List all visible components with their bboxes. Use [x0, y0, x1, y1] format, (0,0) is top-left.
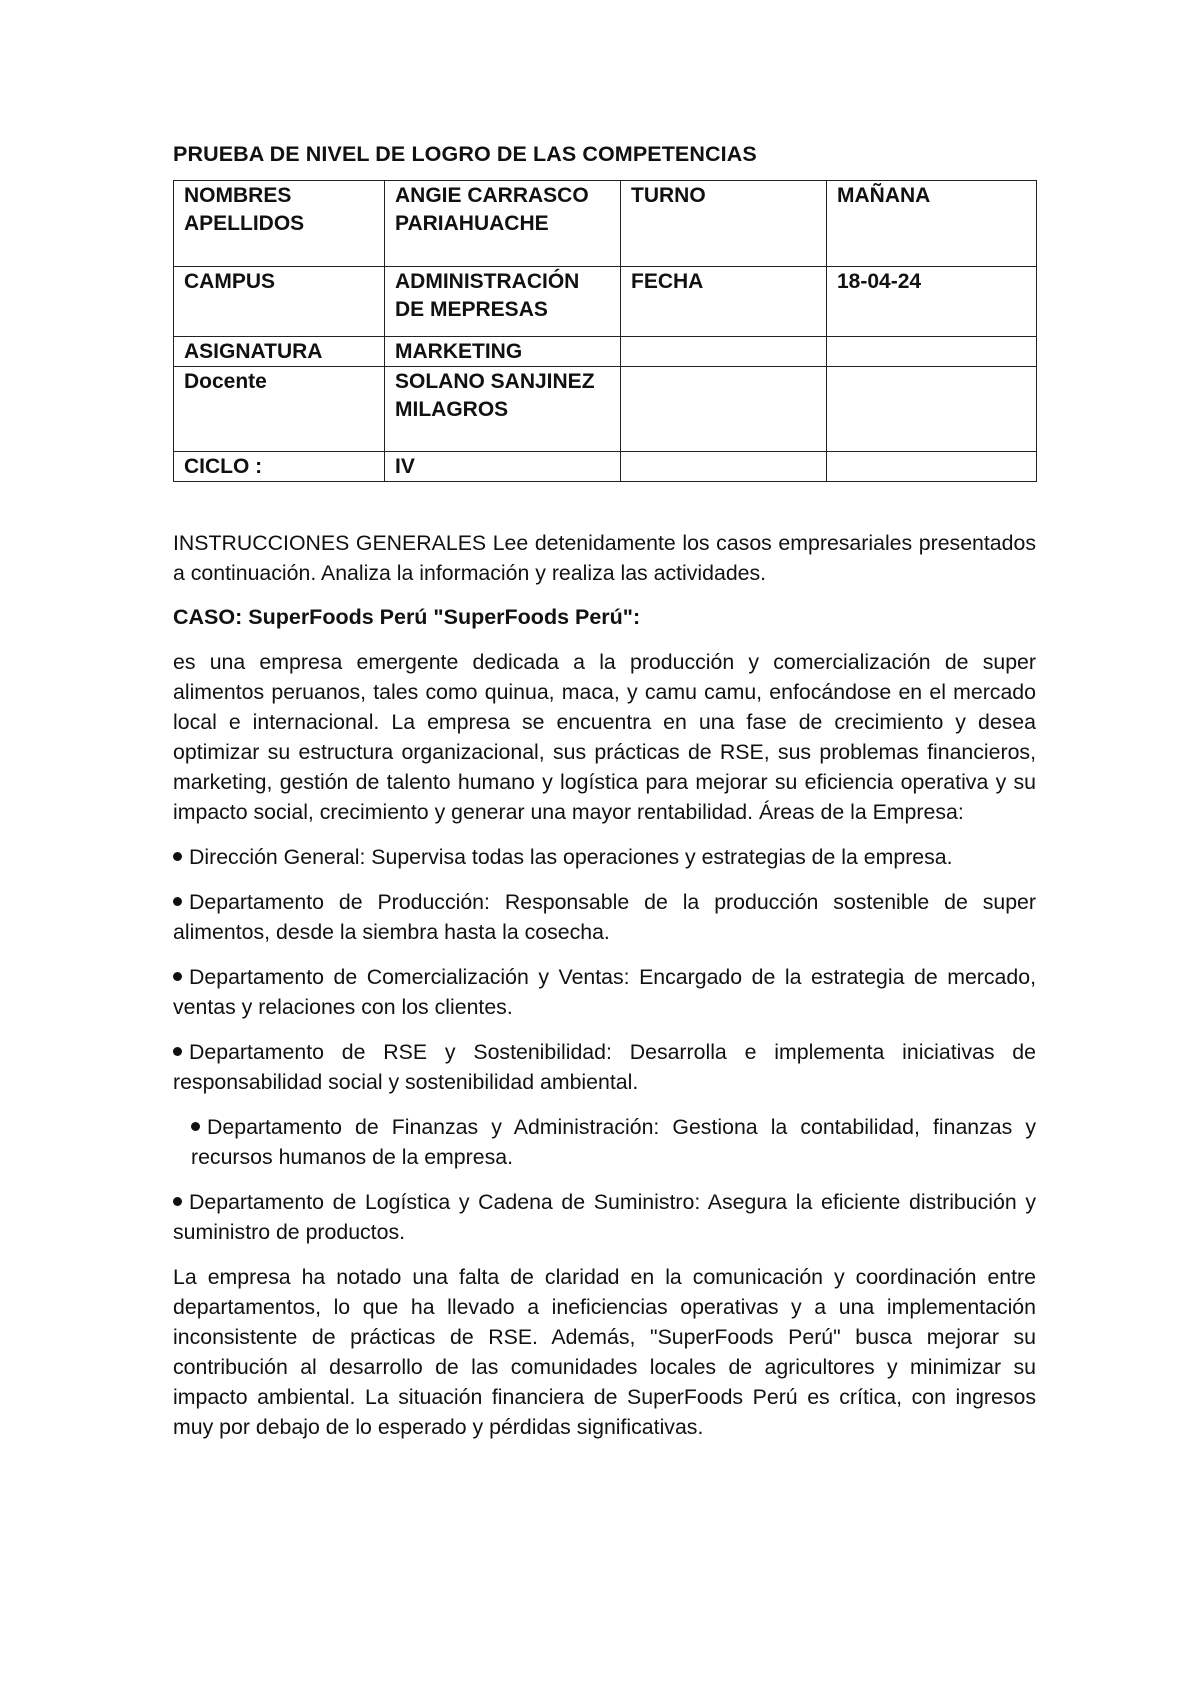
bullet-icon: [173, 852, 182, 861]
value-names: ANGIE CARRASCO PARIAHUACHE: [385, 181, 621, 267]
area-text: Departamento de Finanzas y Administración: Gestiona la contabilidad, finanzas y recursos humanos de la empresa.: [191, 1115, 1036, 1169]
area-item: [173, 1187, 1036, 1247]
label-subject: ASIGNATURA: [174, 337, 385, 367]
area-text: Departamento de Logística y Cadena de Suministro: Asegura la eficiente distribución y suministro de productos.: [173, 1190, 1036, 1244]
label-shift: TURNO: [621, 181, 827, 267]
empty-cell: [621, 337, 827, 367]
label-names: NOMBRES APELLIDOS: [174, 181, 385, 267]
empty-cell: [621, 367, 827, 452]
empty-cell: [827, 337, 1037, 367]
case-title: CASO: SuperFoods Perú "SuperFoods Perú":: [173, 605, 641, 629]
label-cycle: CICLO :: [174, 452, 385, 482]
empty-cell: [621, 452, 827, 482]
area-text: Departamento de RSE y Sostenibilidad: Desarrolla e implementa iniciativas de responsabilidad social y sostenibilidad ambiental.: [173, 1040, 1036, 1094]
bullet-icon: [173, 897, 182, 906]
area-item: [173, 962, 1036, 1022]
area-item: [173, 842, 1036, 872]
value-subject: MARKETING: [385, 337, 621, 367]
table-row: [174, 181, 1037, 267]
case-intro: es una empresa emergente dedicada a la producción y comercialización de super alimentos peruanos, tales como quinua, maca, y camu camu, enfocándose en el mercado local e internacional. La empresa se encuentra en una fase de crecimiento y desea optimizar su estructura organizacional, sus prácticas de RSE, sus problemas financieros, marketing, gestión de talento humano y logística para mejorar su eficiencia operativa y su impacto social, crecimiento y generar una mayor rentabilidad. Áreas de la Empresa:: [173, 650, 1036, 824]
area-item: [173, 1112, 1036, 1172]
area-text: Departamento de Comercialización y Ventas: Encargado de la estrategia de mercado, ventas y relaciones con los clientes.: [173, 965, 1036, 1019]
general-instructions: INSTRUCCIONES GENERALES Lee detenidamente los casos empresariales presentados a continuación. Analiza la información y realiza las actividades.: [173, 531, 1036, 585]
value-cycle: IV: [385, 452, 621, 482]
area-text: Departamento de Producción: Responsable de la producción sostenible de super alimentos, desde la siembra hasta la cosecha.: [173, 890, 1036, 944]
bullet-icon: [173, 972, 182, 981]
empty-cell: [827, 452, 1037, 482]
value-campus: ADMINISTRACIÓN DE MEPRESAS: [385, 267, 621, 337]
table-row: [174, 452, 1037, 482]
closing-paragraph: La empresa ha notado una falta de claridad en la comunicación y coordinación entre departamentos, lo que ha llevado a ineficiencias operativas y a una implementación inconsistente de prácticas de RSE. Además, "SuperFoods Perú" busca mejorar su contribución al desarrollo de las comunidades locales de agricultores y minimizar su impacto ambiental. La situación financiera de SuperFoods Perú es crítica, con ingresos muy por debajo de lo esperado y pérdidas significativas.: [173, 1265, 1036, 1439]
student-info-table: [173, 180, 1037, 482]
value-shift: MAÑANA: [827, 181, 1037, 267]
label-campus: CAMPUS: [174, 267, 385, 337]
bullet-icon: [173, 1047, 182, 1056]
document-page: [173, 140, 1036, 1442]
document-title: PRUEBA DE NIVEL DE LOGRO DE LAS COMPETENCIAS: [173, 142, 757, 166]
value-date: 18-04-24: [827, 267, 1037, 337]
bullet-icon: [173, 1197, 182, 1206]
label-teacher: Docente: [174, 367, 385, 452]
value-teacher: SOLANO SANJINEZ MILAGROS: [385, 367, 621, 452]
empty-cell: [827, 367, 1037, 452]
table-row: [174, 267, 1037, 337]
area-item: [173, 887, 1036, 947]
area-item: [173, 1037, 1036, 1097]
table-row: [174, 337, 1037, 367]
label-date: FECHA: [621, 267, 827, 337]
bullet-icon: [191, 1122, 200, 1131]
area-text: Dirección General: Supervisa todas las operaciones y estrategias de la empresa.: [189, 845, 953, 869]
table-row: [174, 367, 1037, 452]
